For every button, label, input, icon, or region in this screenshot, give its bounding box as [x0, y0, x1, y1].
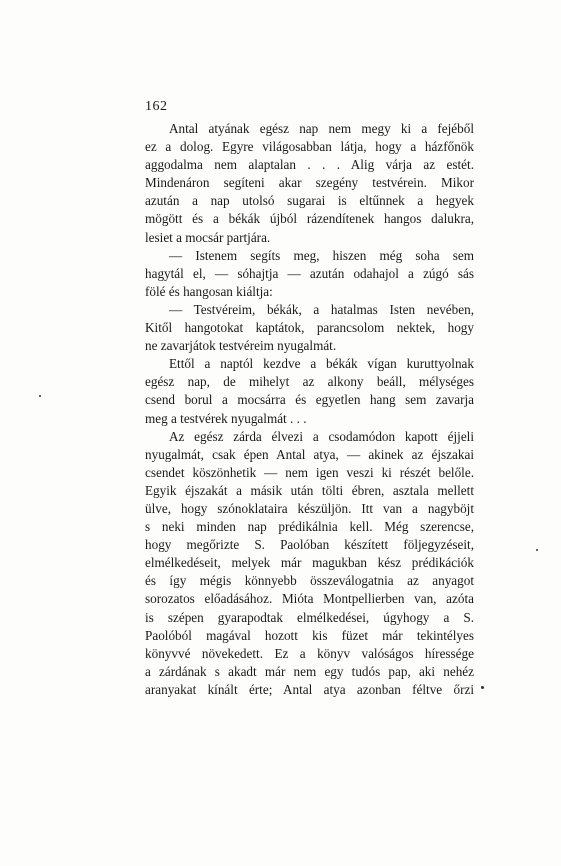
text-line: csendet köszönhetik — nem igen veszi ki részét belőle. [145, 464, 474, 480]
text-line: — Istenem segíts meg, hiszen még soha sem [169, 247, 474, 263]
text-line: ez a dolog. Egyre világosabban látja, hogy a házfőnök [145, 139, 474, 155]
text-line: ülve, hogy szónoklataira készüljön. Itt van a nagyböjt [145, 500, 474, 516]
text-line: aranyakat kínált érte; Antal atya azonban féltve őrzi [145, 681, 474, 697]
text-line: hogy megőrizte S. Paolóban készített följegyzéseit, [145, 537, 474, 553]
text-line: hagytál el, — sóhajtja — azután odahajol a zúgó sás [145, 265, 474, 281]
text-line: Mindenáron segíteni akar szegény testvérein. Mikor [145, 175, 474, 191]
text-line: Az egész zárda élvezi a csodamódon kapott éjjeli [169, 428, 474, 444]
text-line: könyvvé növekedett. Ez a könyv valóságos híressége [145, 645, 474, 661]
text-line: — Testvéreim, békák, a hatalmas Isten nevében, [169, 301, 474, 317]
text-line: azután a nap utolsó sugarai is eltűnnek a hegyek [145, 193, 474, 209]
text-line: Paolóból magával hozott kis füzet már tekintélyes [145, 627, 474, 643]
text-line: meg a testvérek nyugalmát . . . [145, 410, 307, 426]
text-line: fölé és hangosan kiáltja: [145, 283, 273, 299]
print-speck [481, 686, 484, 689]
print-speck [536, 549, 538, 551]
text-line: ne zavarjátok testvéreim nyugalmát. [145, 338, 337, 354]
text-line: sorozatos előadásához. Mióta Montpellierben van, azóta [145, 591, 474, 607]
print-speck [39, 395, 41, 397]
text-line: nyugalmát, csak épen Antal atya, — akinek az éjszakai [145, 446, 474, 462]
text-line: elmélkedéseit, melyek már magukban kész prédikációk [145, 555, 474, 571]
text-line: csend borul a mocsárra és egyetlen hang sem zavarja [145, 392, 474, 408]
text-line: is szépen gyarapodtak elmélkedései, úgyhogy a S. [145, 609, 474, 625]
text-line: Kitől hangotokat kaptátok, parancsolom nektek, hogy [145, 320, 474, 336]
page-number: 162 [145, 99, 168, 114]
text-line: Ettől a naptól kezdve a békák vígan kuruttyolnak [169, 356, 474, 372]
text-line: a zárdának s akadt már nem egy tudós pap, aki nehéz [145, 663, 474, 679]
text-line: és így mégis könnyebb összeválogatnia az anyagot [145, 573, 474, 589]
text-line: egész nap, de mihelyt az alkony beáll, mélységes [145, 374, 474, 390]
text-line: mögött és a békák újból rázendítenek hangos dalukra, [145, 211, 474, 227]
text-line: Egyik éjszakát a másik után tölti ébren, asztala mellett [145, 482, 474, 498]
text-line: s neki minden nap prédikálnia kell. Még szerencse, [145, 519, 474, 535]
text-line: aggodalma nem alaptalan . . . Alig várja az estét. [145, 157, 474, 173]
text-line: lesiet a mocsár partjára. [145, 229, 271, 245]
text-line: Antal atyának egész nap nem megy ki a fejéből [169, 121, 474, 136]
body-text [145, 120, 474, 699]
